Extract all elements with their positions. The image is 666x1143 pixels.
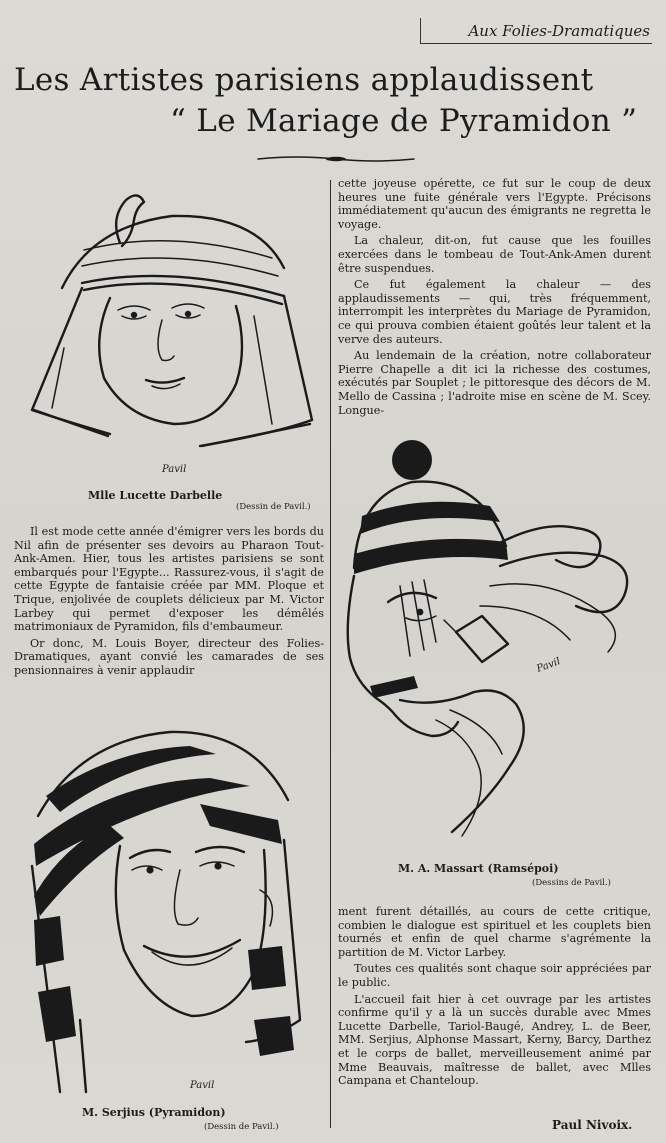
article-paragraph: Il est mode cette année d'émigrer vers les bords du Nil afin de présenter ses devoirs au Pharaon Tout-Ank-Amen. Hier, tous les artistes parisiens se sont embarqués pour l'Egypte... Rassurez-vous, il s'agit de cette Egypte de fantaisie créée par MM. Ploque et Trique, enjolivée de couplets délicieux par M. Victor Larbey qui permet d'exposer les démêlés matrimoniaux de Pyramidon, fils d'embaumeur. xyxy=(14,525,324,634)
article-column-right-bottom xyxy=(338,905,651,1091)
serjius-credit: (Dessin de Pavil.) xyxy=(204,1122,279,1132)
darbelle-caption: Mlle Lucette Darbelle xyxy=(88,489,223,502)
massart-credit: (Dessins de Pavil.) xyxy=(532,878,611,888)
article-paragraph: Or donc, M. Louis Boyer, directeur des Folies-Dramatiques, ayant convié les camarades de ses pensionnaires à venir applaudir xyxy=(14,636,324,677)
massart-caption: M. A. Massart (Ramsépoi) xyxy=(398,862,559,875)
article-column-left xyxy=(14,525,324,681)
article-paragraph: L'accueil fait hier à cet ouvrage par les artistes confirme qu'il y a là un succès durable avec Mmes Lucette Darbelle, Tariol-Baugé, Andrey, L. de Beer, MM. Serjius, Alphonse Massart, Kerny, Barcy, Darthez et le corps de ballet, merveilleusement animé par Mme Beauvais, maîtresse de ballet, avec Mlles Campana et Chanteloup. xyxy=(338,992,651,1088)
article-paragraph: Ce fut également la chaleur — des applaudissements — qui, très fréquemment, interrompit les interprètes du Mariage de Pyramidon, ce qui prouva combien étaient goûtés leur talent et la verve des auteurs. xyxy=(338,278,651,346)
serjius-caption: M. Serjius (Pyramidon) xyxy=(82,1106,226,1119)
section-rubric: Aux Folies-Dramatiques xyxy=(420,18,652,44)
massart-artist-signature: Pavil xyxy=(535,656,562,675)
article-paragraph: Toutes ces qualités sont chaque soir appréciées par le public. xyxy=(338,962,651,989)
darbelle-credit: (Dessin de Pavil.) xyxy=(236,502,311,512)
serjius-artist-signature: Pavil xyxy=(190,1080,215,1091)
serjius-caricature xyxy=(20,720,322,1100)
darbelle-artist-signature: Pavil xyxy=(162,464,187,475)
headline-line-1: Les Artistes parisiens applaudissent xyxy=(14,62,594,98)
author-signature: Paul Nivoix. xyxy=(552,1118,633,1132)
column-divider xyxy=(330,180,331,1128)
darbelle-caricature xyxy=(22,188,322,478)
article-paragraph: Au lendemain de la création, notre collaborateur Pierre Chapelle a dit ici la richesse des costumes, exécutés par Souplet ; le pittoresque des décors de M. Mello de Cassina ; l'adroite mise en scène de M. Scey. Longue- xyxy=(338,349,651,417)
title-flourish-ornament xyxy=(256,152,416,166)
headline-line-2: “ Le Mariage de Pyramidon ” xyxy=(170,103,638,139)
massart-caricature xyxy=(340,436,650,856)
article-paragraph: cette joyeuse opérette, ce fut sur le coup de deux heures une fuite générale vers l'Egypte. Précisons immédiatement qu'aucun des émigrants ne regretta le voyage. xyxy=(338,177,651,231)
article-paragraph: ment furent détaillés, au cours de cette critique, combien le dialogue est spirituel et les couplets bien tournés et enfin de quel charme s'agrémente la partition de M. Victor Larbey. xyxy=(338,905,651,959)
article-column-right-top xyxy=(338,177,651,420)
article-paragraph: La chaleur, dit-on, fut cause que les fouilles exercées dans le tombeau de Tout-Ank-Amen durent être suspendues. xyxy=(338,234,651,275)
